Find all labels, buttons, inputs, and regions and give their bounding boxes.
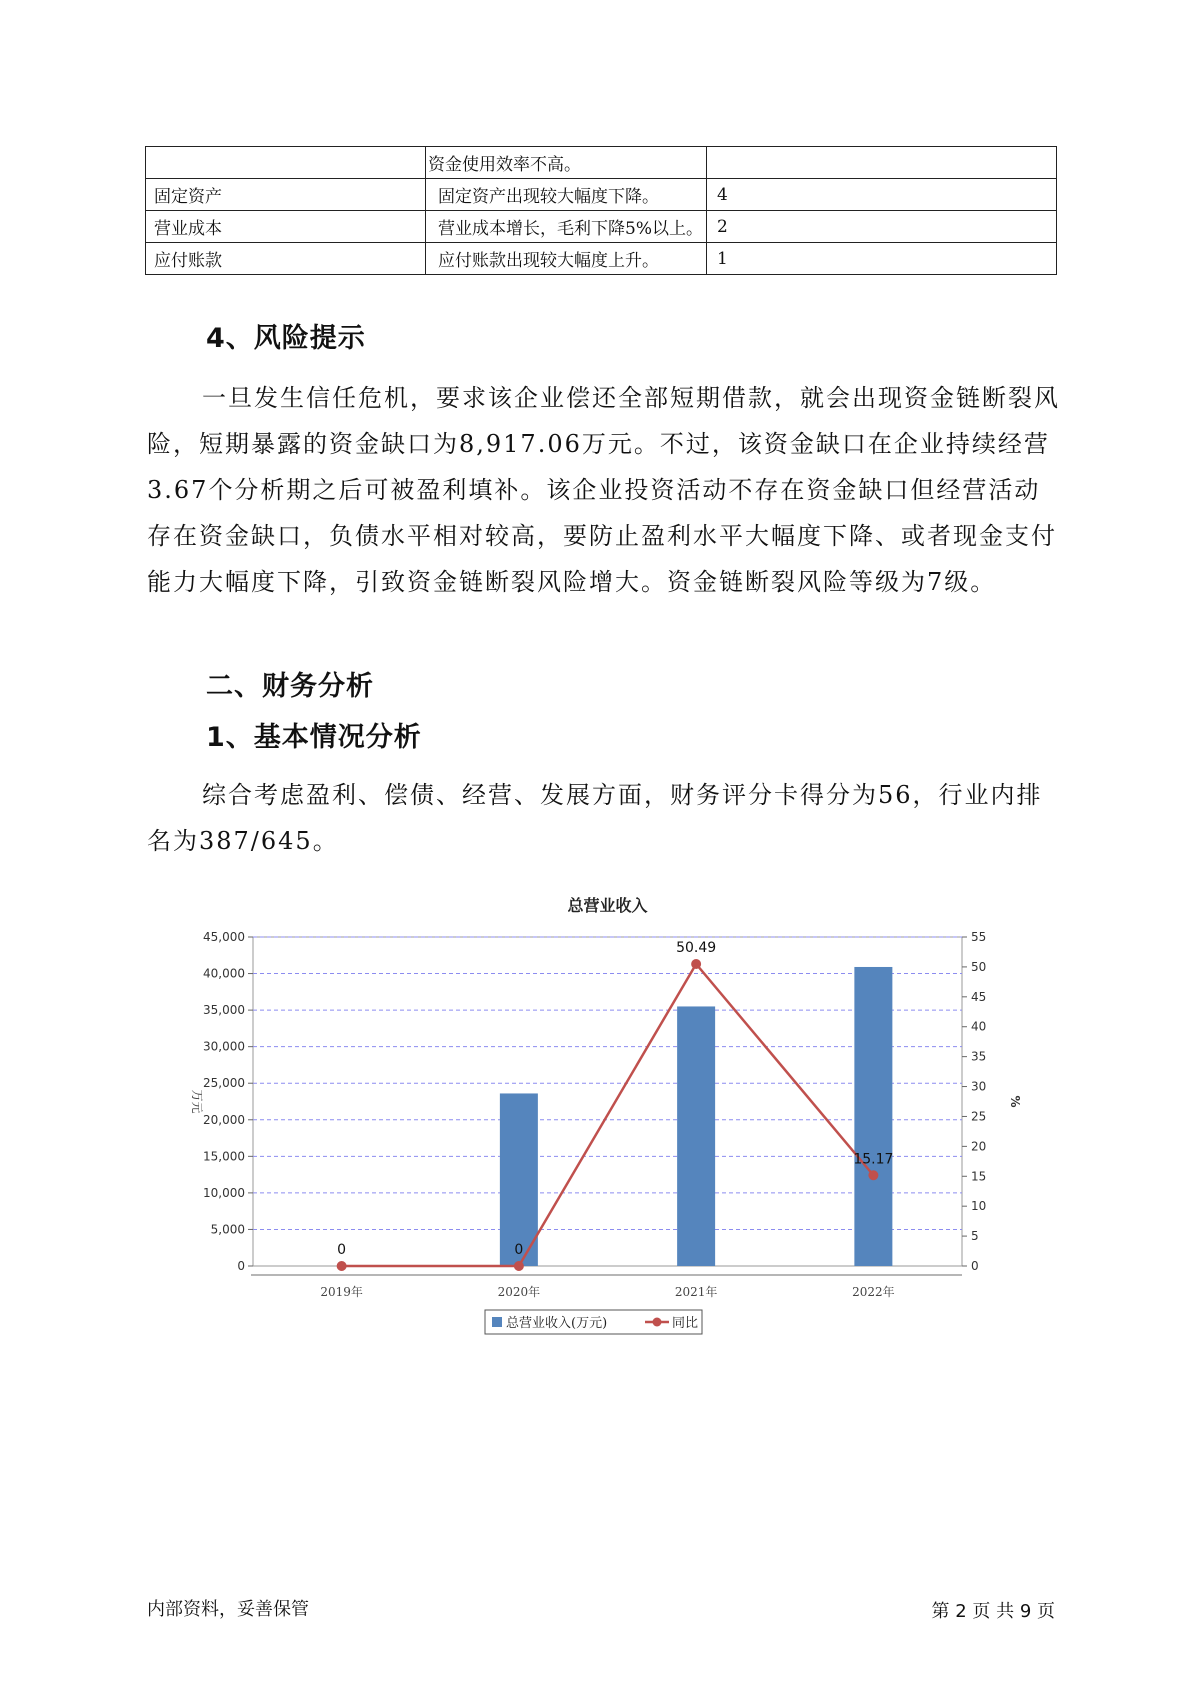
- table-row: [146, 179, 1057, 211]
- data-label-yoy: 0: [337, 1242, 347, 1258]
- y2-axis-label: %: [1008, 1095, 1022, 1108]
- data-label-yoy: 15.17: [853, 1151, 894, 1168]
- y2-tick-label: 45: [971, 989, 987, 1004]
- x-tick-label: 2022年: [852, 1285, 895, 1299]
- y-tick-label: 30,000: [203, 1039, 245, 1054]
- table-row: [146, 243, 1057, 275]
- y-tick-label: 15,000: [203, 1149, 245, 1164]
- table-row: [146, 147, 1057, 179]
- bar-revenue: [854, 967, 892, 1266]
- chart-title: 总营业收入: [567, 896, 648, 915]
- revenue-chart: [175, 885, 1035, 1350]
- x-tick-label: 2019年: [320, 1285, 363, 1299]
- risk-paragraph: 一旦发生信任危机，要求该企业偿还全部短期借款，就会出现资金链断裂风险，短期暴露的资金缺口为8,917.06万元。不过，该资金缺口在企业持续经营 3.67个分析期之后可被盈利填补。该企业投资活动不存在资金缺口但经营活动存在资金缺口，负债水平相对较高，要防止盈利水平大幅度下降、或者现金支付能力大幅度下降，引致资金链断裂风险增大。资金链断裂风险等级为7级。: [147, 384, 1060, 596]
- y2-tick-label: 30: [971, 1079, 987, 1094]
- data-label-yoy: 50.49: [676, 939, 717, 956]
- y2-tick-label: 0: [971, 1259, 979, 1273]
- table-cell-item: [146, 147, 426, 179]
- legend-label-yoy: 同比: [672, 1316, 699, 1331]
- basic-analysis-heading: 1、基本情况分析: [206, 722, 422, 753]
- y-tick-label: 25,000: [203, 1076, 245, 1091]
- y-tick-label: 45,000: [203, 930, 245, 944]
- table-cell-score: 2: [707, 211, 1057, 243]
- point-yoy: [337, 1261, 347, 1271]
- y-tick-label: 10,000: [203, 1185, 245, 1200]
- point-yoy: [868, 1170, 878, 1180]
- table-cell-score: 4: [707, 179, 1057, 211]
- y-tick-label: 5,000: [210, 1222, 245, 1237]
- table-cell-description: 资金使用效率不高。: [426, 147, 707, 179]
- y2-tick-label: 50: [971, 959, 987, 974]
- data-label-yoy: 0: [514, 1242, 524, 1258]
- table-cell-item: 营业成本: [146, 211, 426, 243]
- bar-revenue: [677, 1006, 715, 1266]
- y2-tick-label: 25: [971, 1109, 987, 1124]
- legend-swatch-yoy-point: [653, 1318, 662, 1327]
- y2-tick-label: 55: [971, 930, 987, 944]
- footer-confidential-note: 内部资料，妥善保管: [147, 1599, 309, 1620]
- footer-page-number: 第 2 页 共 9 页: [931, 1601, 1055, 1622]
- table-cell-score: [707, 147, 1057, 179]
- y2-tick-label: 10: [971, 1199, 987, 1214]
- y2-tick-label: 5: [971, 1229, 979, 1244]
- y-tick-label: 40,000: [203, 966, 245, 981]
- y2-tick-label: 15: [971, 1169, 987, 1184]
- risk-heading: 4、风险提示: [206, 323, 366, 354]
- table-cell-score: 1: [707, 243, 1057, 275]
- x-tick-label: 2021年: [674, 1285, 718, 1299]
- table-cell-description: 应付账款出现较大幅度上升。: [426, 243, 707, 275]
- table-cell-description: 固定资产出现较大幅度下降。: [426, 179, 707, 211]
- table-cell-item: 固定资产: [146, 179, 426, 211]
- x-tick-label: 2020年: [497, 1285, 541, 1299]
- y-tick-label: 35,000: [203, 1003, 245, 1018]
- y2-tick-label: 20: [971, 1139, 987, 1154]
- bar-revenue: [500, 1093, 538, 1266]
- finance-heading: 二、财务分析: [206, 671, 374, 702]
- point-yoy: [691, 959, 701, 969]
- table-cell-description: 营业成本增长，毛利下降5%以上。: [426, 211, 707, 243]
- basic-analysis-paragraph: 综合考虑盈利、偿债、经营、发展方面，财务评分卡得分为56，行业内排名为387/645。: [147, 781, 1043, 855]
- y-tick-label: 20,000: [203, 1112, 245, 1127]
- table-row: [146, 211, 1057, 243]
- y-tick-label: 0: [237, 1259, 245, 1273]
- legend-swatch-revenue: [492, 1317, 502, 1327]
- y2-tick-label: 40: [971, 1019, 987, 1034]
- y2-tick-label: 35: [971, 1049, 987, 1064]
- table-cell-item: 应付账款: [146, 243, 426, 275]
- risk-indicator-table: [145, 146, 1057, 275]
- point-yoy: [514, 1261, 524, 1271]
- legend-label-revenue: 总营业收入(万元): [506, 1316, 608, 1331]
- line-yoy: [342, 964, 874, 1266]
- y-axis-label: 万元: [190, 1089, 204, 1114]
